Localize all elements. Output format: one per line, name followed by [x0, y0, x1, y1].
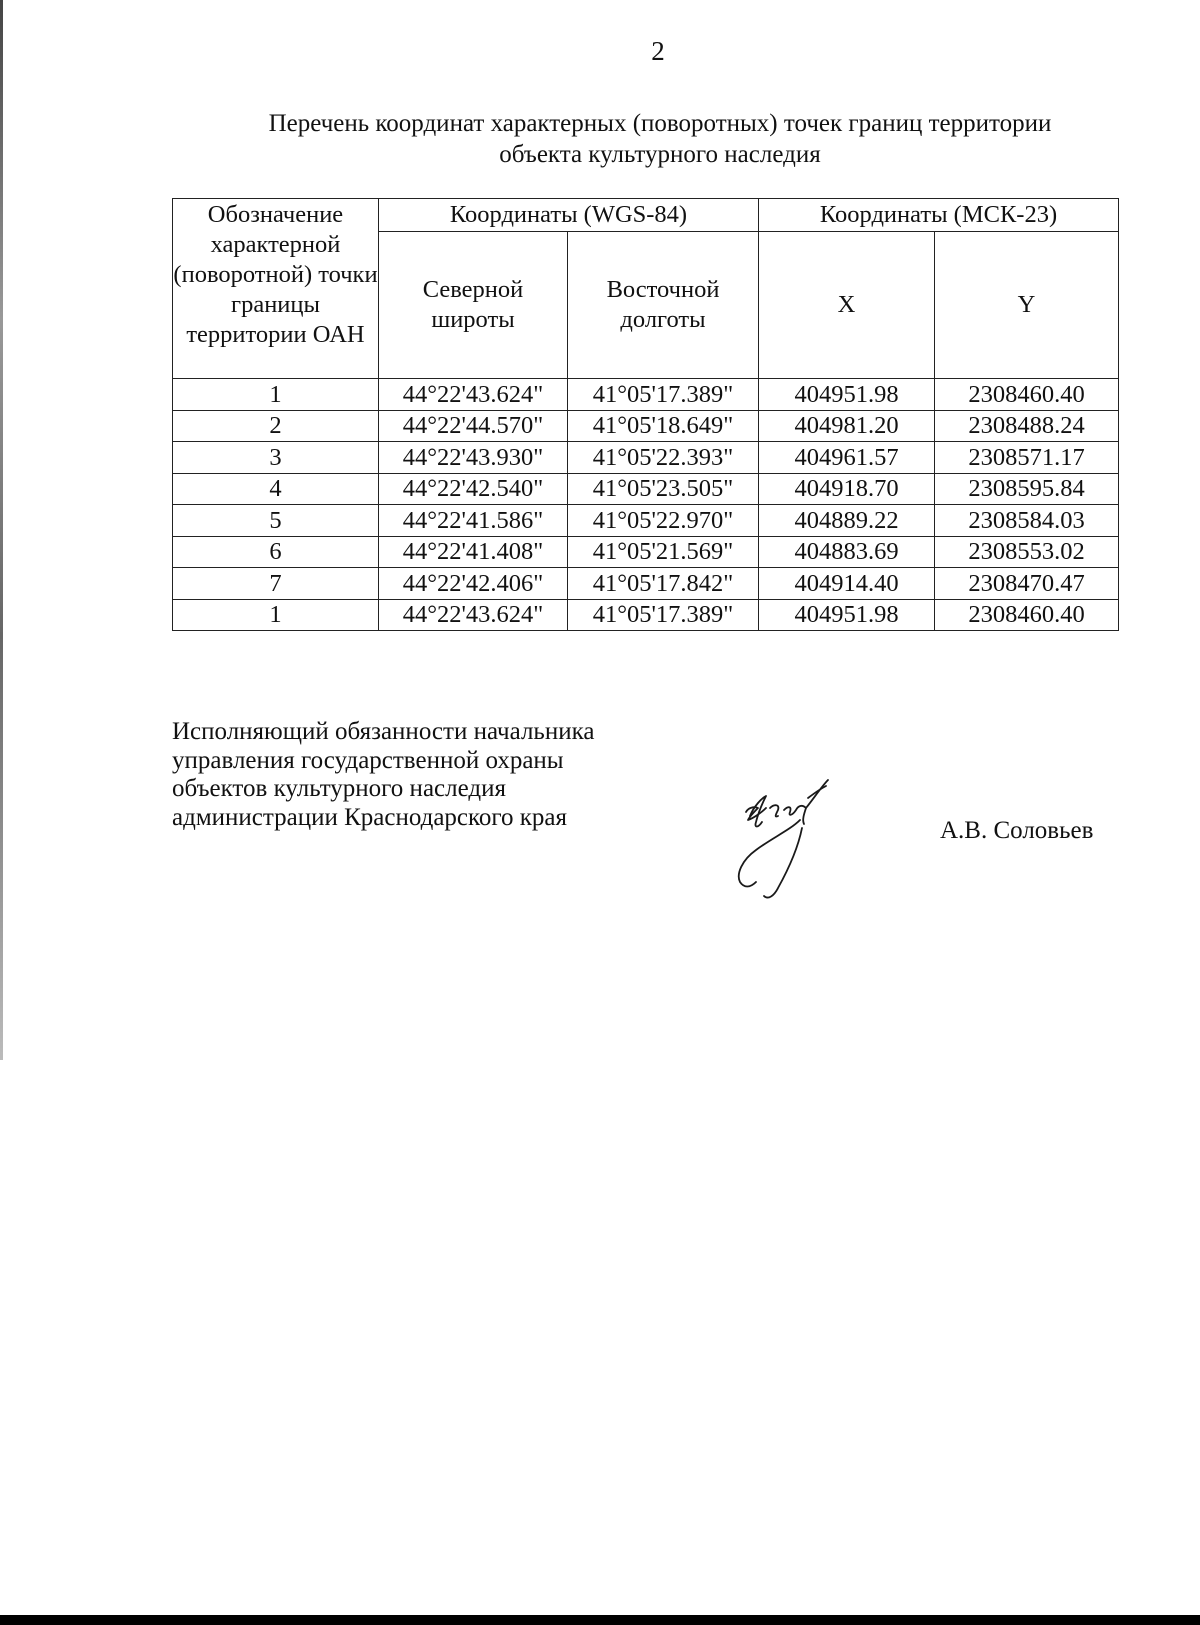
cell-point: 4: [173, 473, 379, 505]
cell-longitude: 41°05'17.389": [568, 379, 759, 411]
header-wgs84: Координаты (WGS-84): [379, 199, 759, 232]
scan-edge-bottom: [0, 1615, 1200, 1625]
signatory-position: [172, 718, 692, 832]
cell-latitude: 44°22'41.408": [379, 536, 568, 568]
header-x: X: [759, 232, 935, 379]
table-row: [173, 599, 1119, 631]
cell-latitude: 44°22'43.624": [379, 599, 568, 631]
cell-point: 1: [173, 379, 379, 411]
table-row: [173, 379, 1119, 411]
cell-longitude: 41°05'22.393": [568, 442, 759, 474]
cell-x: 404961.57: [759, 442, 935, 474]
document-title-line-2: объекта культурного наследия: [499, 141, 821, 168]
cell-x: 404883.69: [759, 536, 935, 568]
cell-point: 7: [173, 568, 379, 600]
cell-y: 2308470.47: [935, 568, 1119, 600]
document-title-line-1: Перечень координат характерных (поворотных) точек границ территории: [268, 110, 1052, 137]
cell-y: 2308460.40: [935, 599, 1119, 631]
cell-latitude: 44°22'42.540": [379, 473, 568, 505]
cell-latitude: 44°22'43.930": [379, 442, 568, 474]
table-row: [173, 473, 1119, 505]
table-row: [173, 568, 1119, 600]
handwritten-signature-icon: [732, 778, 862, 914]
cell-y: 2308571.17: [935, 442, 1119, 474]
cell-x: 404951.98: [759, 379, 935, 411]
cell-y: 2308460.40: [935, 379, 1119, 411]
cell-longitude: 41°05'23.505": [568, 473, 759, 505]
table-row: [173, 505, 1119, 537]
signatory-position-line-2: управления государственной охраны: [172, 746, 564, 774]
cell-x: 404889.22: [759, 505, 935, 537]
cell-longitude: 41°05'17.842": [568, 568, 759, 600]
cell-x: 404918.70: [759, 473, 935, 505]
header-east-longitude: Восточной долготы: [568, 232, 759, 379]
cell-point: 6: [173, 536, 379, 568]
cell-x: 404951.98: [759, 599, 935, 631]
cell-y: 2308595.84: [935, 473, 1119, 505]
cell-latitude: 44°22'44.570": [379, 410, 568, 442]
cell-point: 3: [173, 442, 379, 474]
signatory-position-line-3: объектов культурного наследия: [172, 775, 506, 802]
signatory-position-line-1: Исполняющий обязанности начальника: [172, 718, 595, 745]
cell-longitude: 41°05'21.569": [568, 536, 759, 568]
signatory-position-line-4: администрации Краснодарского края: [172, 803, 568, 831]
scan-edge-left: [0, 0, 3, 1060]
header-north-latitude: Северной широты: [379, 232, 568, 379]
cell-x: 404914.40: [759, 568, 935, 600]
cell-y: 2308584.03: [935, 505, 1119, 537]
cell-point: 2: [173, 410, 379, 442]
cell-y: 2308488.24: [935, 410, 1119, 442]
cell-latitude: 44°22'41.586": [379, 505, 568, 537]
document-title: [170, 108, 1150, 170]
cell-y: 2308553.02: [935, 536, 1119, 568]
coordinates-table: [172, 198, 1119, 631]
table-row: [173, 536, 1119, 568]
header-msk23: Координаты (МСК-23): [759, 199, 1119, 232]
table-header-row: [173, 199, 1119, 232]
table-row: [173, 410, 1119, 442]
cell-latitude: 44°22'42.406": [379, 568, 568, 600]
cell-point: 1: [173, 599, 379, 631]
cell-longitude: 41°05'18.649": [568, 410, 759, 442]
cell-longitude: 41°05'22.970": [568, 505, 759, 537]
signatory-name: А.В. Соловьев: [940, 817, 1094, 844]
page-number: 2: [651, 36, 665, 66]
header-point-designation: Обозначение характерной (поворотной) точки границы территории ОАН: [173, 199, 379, 379]
header-y: Y: [935, 232, 1119, 379]
table-row: [173, 442, 1119, 474]
cell-latitude: 44°22'43.624": [379, 379, 568, 411]
cell-longitude: 41°05'17.389": [568, 599, 759, 631]
cell-x: 404981.20: [759, 410, 935, 442]
cell-point: 5: [173, 505, 379, 537]
